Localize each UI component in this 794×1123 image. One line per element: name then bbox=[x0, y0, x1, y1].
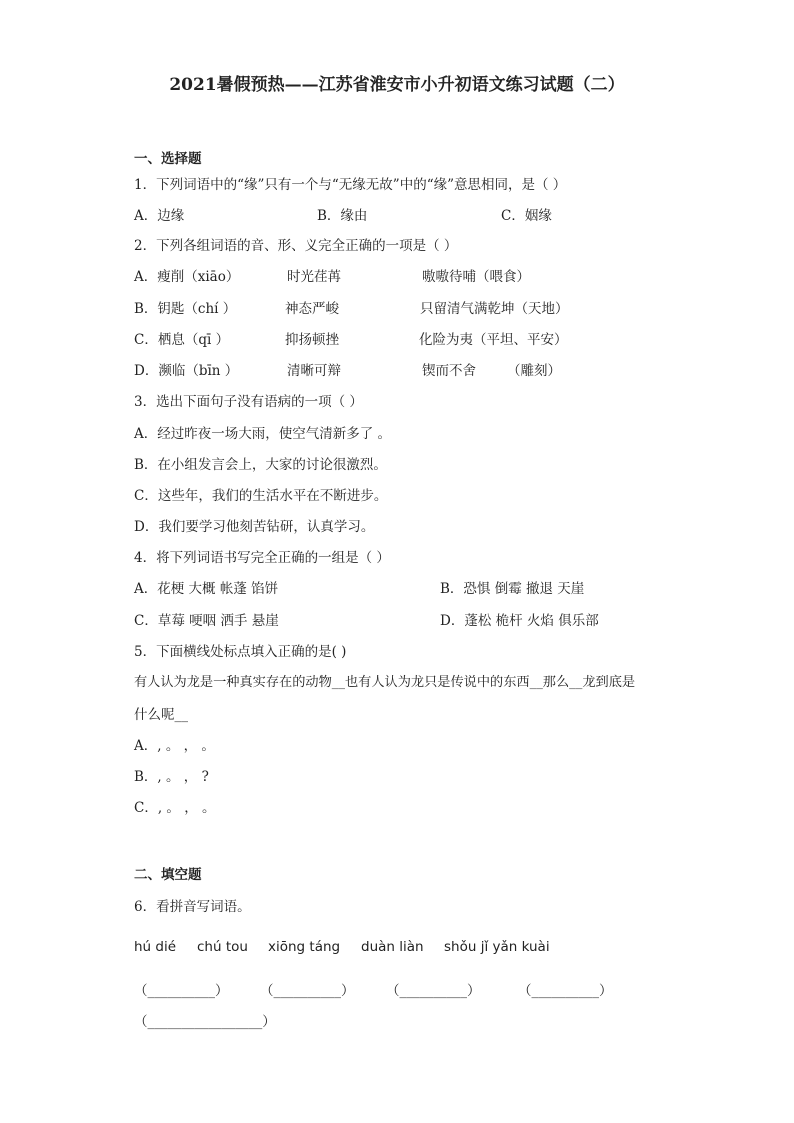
question-2-stem: 2．下列各组词语的音、形、义完全正确的一项是（ ） bbox=[134, 238, 458, 254]
q5-passage-line-2: 什么呢__ bbox=[134, 707, 188, 723]
question-1-options bbox=[0, 204, 794, 224]
section-choice-heading: 一、选择题 bbox=[134, 151, 202, 167]
q4-row-2 bbox=[0, 609, 794, 629]
q3-option-c: C．这些年，我们的生活水平在不断进步。 bbox=[134, 488, 388, 504]
q2-row-b bbox=[0, 297, 794, 317]
question-1-stem: 1．下列词语中的“缘”只有一个与“无缘无故”中的“缘”意思相同，是（ ） bbox=[134, 177, 567, 193]
q6-pinyin-4: duàn liàn bbox=[361, 939, 424, 955]
q2-b-col3: 只留清气满乾坤（天地） bbox=[420, 301, 569, 317]
q6-pinyin-row bbox=[0, 939, 794, 959]
q2-d-col4: （雕刻） bbox=[507, 363, 561, 379]
q4-option-b: B．恐惧 倒霉 撤退 天崖 bbox=[440, 581, 585, 597]
q6-blank-1[interactable]: （__________） bbox=[134, 983, 229, 999]
q5-option-b: B．, 。 ， ? bbox=[134, 769, 209, 785]
question-5-stem: 5．下面横线处标点填入正确的是( ) bbox=[134, 644, 347, 660]
q6-pinyin-5: shǒu jǐ yǎn kuài bbox=[444, 939, 550, 955]
question-3-stem: 3．选出下面句子没有语病的一项（ ） bbox=[134, 394, 363, 410]
q6-pinyin-1: hú dié bbox=[134, 939, 177, 955]
q6-blank-row-1 bbox=[0, 979, 794, 999]
q6-blank-5[interactable]: （_________________） bbox=[134, 1014, 276, 1030]
q2-a-col1: A．瘦削（xiāo） bbox=[134, 269, 240, 285]
q2-c-col1: C．栖息（qī ） bbox=[134, 332, 230, 348]
q6-blank-3[interactable]: （__________） bbox=[386, 983, 481, 999]
q4-row-1 bbox=[0, 577, 794, 597]
q6-blank-row-2 bbox=[0, 1010, 794, 1030]
q5-option-a: A．, 。 ， 。 bbox=[134, 738, 215, 754]
q6-blank-2[interactable]: （__________） bbox=[260, 983, 355, 999]
q1-option-a: A．边缘 bbox=[134, 208, 185, 224]
q6-pinyin-3: xiōng táng bbox=[268, 939, 341, 955]
page-title: 2021暑假预热——江苏省淮安市小升初语文练习试题（二） bbox=[169, 75, 625, 95]
question-4-stem: 4．将下列词语书写完全正确的一组是（ ） bbox=[134, 550, 390, 566]
q4-option-d: D．蓬松 桅杆 火焰 俱乐部 bbox=[440, 613, 599, 629]
q3-option-d: D．我们要学习他刻苦钻研，认真学习。 bbox=[134, 519, 375, 535]
q2-a-col2: 时光荏苒 bbox=[287, 269, 341, 285]
q6-blank-4[interactable]: （__________） bbox=[518, 983, 613, 999]
q2-d-col3: 锲而不舍 bbox=[422, 363, 476, 379]
q3-option-b: B．在小组发言会上，大家的讨论很激烈。 bbox=[134, 457, 387, 473]
question-6-stem: 6．看拼音写词语。 bbox=[134, 899, 251, 915]
q2-b-col2: 神态严峻 bbox=[285, 301, 339, 317]
q1-option-c: C．姻缘 bbox=[501, 208, 552, 224]
section-fill-heading: 二、填空题 bbox=[134, 867, 202, 883]
q2-d-col2: 清晰可辩 bbox=[287, 363, 341, 379]
q2-c-col3: 化险为夷（平坦、平安） bbox=[419, 332, 568, 348]
q2-d-col1: D．濒临（bīn ） bbox=[134, 363, 239, 379]
q1-option-b: B．缘由 bbox=[317, 208, 368, 224]
q2-row-d bbox=[0, 359, 794, 379]
q4-option-c: C．草莓 哽咽 洒手 悬崖 bbox=[134, 613, 279, 629]
q5-option-c: C．, 。 ， 。 bbox=[134, 800, 216, 816]
q4-option-a: A．花梗 大概 帐蓬 馅饼 bbox=[134, 581, 279, 597]
q5-passage-line-1: 有人认为龙是一种真实存在的动物__也有人认为龙只是传说中的东西__那么__龙到底是 bbox=[134, 675, 636, 690]
q2-b-col1: B．钥匙（chí ） bbox=[134, 301, 237, 317]
q2-row-a bbox=[0, 265, 794, 285]
q2-row-c bbox=[0, 328, 794, 348]
q2-c-col2: 抑扬顿挫 bbox=[285, 332, 339, 348]
q6-pinyin-2: chú tou bbox=[197, 939, 248, 955]
q2-a-col3: 嗷嗷待哺（喂食） bbox=[422, 269, 530, 285]
q3-option-a: A．经过昨夜一场大雨，使空气清新多了 。 bbox=[134, 426, 392, 442]
